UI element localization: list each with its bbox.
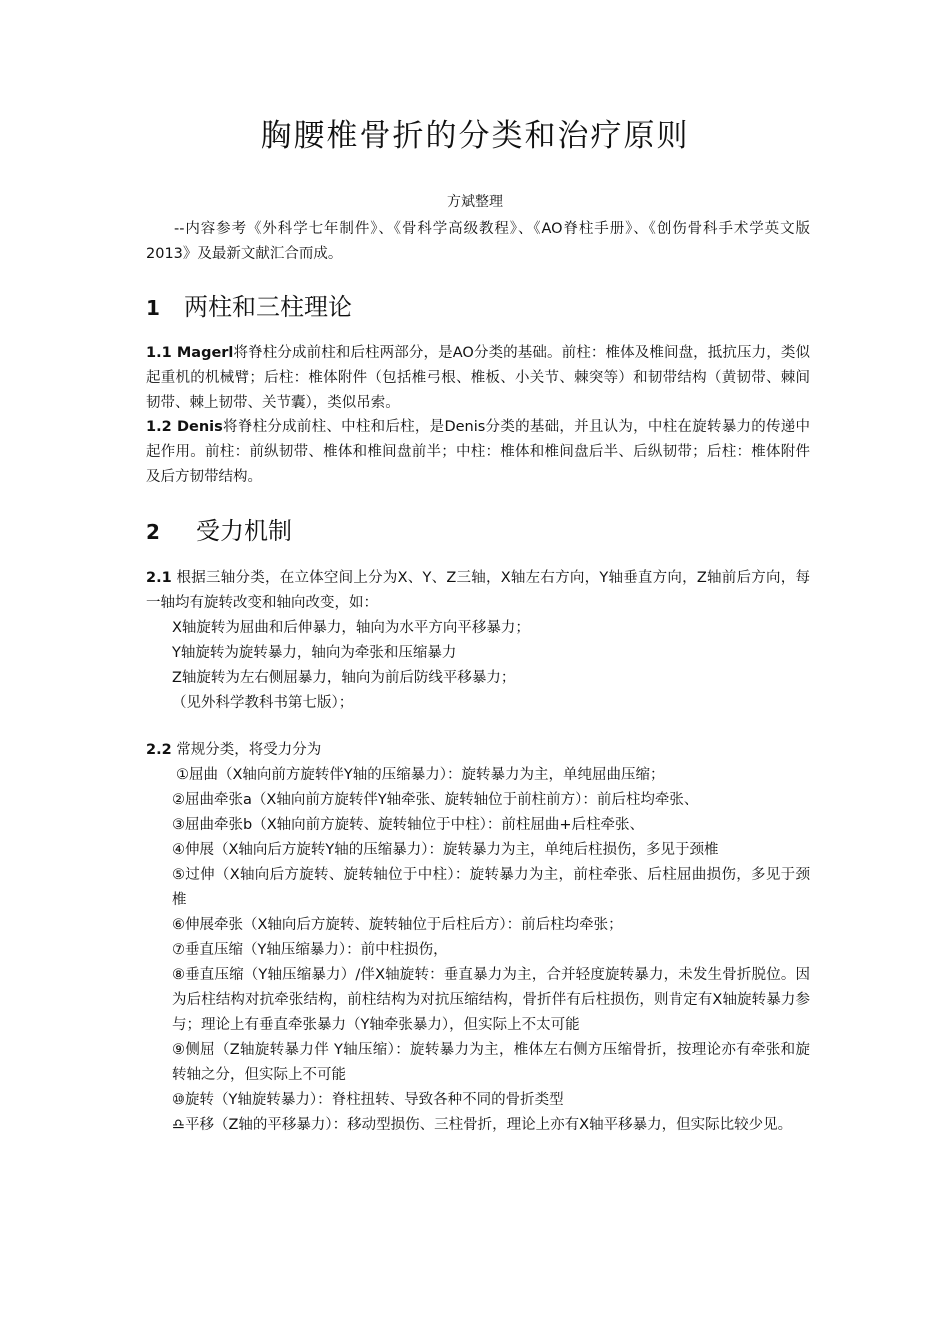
- section-1-number: 1: [146, 296, 160, 320]
- list-item: ⑥伸展牵张（X轴向后方旋转、旋转轴位于后柱后方）：前后柱均牵张；: [172, 917, 623, 933]
- list-item: ⑨侧屈（Z轴旋转暴力伴 Y轴压缩）：旋转暴力为主，椎体左右侧方压缩骨折，按理论亦有牵张和旋转轴之分，但实际上不可能: [172, 1042, 810, 1083]
- paragraph-1-1: [146, 341, 810, 416]
- paragraph-1-1-text: 将脊柱分成前柱和后柱两部分，是AO分类的基础。前柱：椎体及椎间盘，抵抗压力，类似起重机的机械臂；后柱：椎体附件（包括椎弓根、椎板、小关节、棘突等）和韧带结构（黄韧带、棘间韧带、棘上韧带、关节囊），类似吊索。: [146, 345, 810, 411]
- axis-line-source: （见外科学教科书第七版）；: [172, 695, 354, 711]
- paragraph-1-2: [146, 415, 810, 490]
- axis-line-x: X轴旋转为屈曲和后伸暴力，轴向为水平方向平移暴力；: [172, 620, 530, 636]
- paragraph-2-1-text: 根据三轴分类，在立体空间上分为X、Y、Z三轴，X轴左右方向，Y轴垂直方向，Z轴前后方向，每一轴均有旋转改变和轴向改变，如：: [146, 570, 810, 611]
- document-title: 胸腰椎骨折的分类和治疗原则: [260, 118, 690, 154]
- section-2-title: 受力机制: [196, 517, 292, 545]
- paragraph-2-1-label: 2.1: [146, 570, 172, 586]
- list-item: ②屈曲牵张a（X轴向前方旋转伴Y轴牵张、旋转轴位于前柱前方）：前后柱均牵张、: [172, 792, 699, 808]
- paragraph-2-2-label: 2.2: [146, 742, 172, 758]
- paragraph-1-2-text: 将脊柱分成前柱、中柱和后柱，是Denis分类的基础，并且认为，中柱在旋转暴力的传递中起作用。前柱：前纵韧带、椎体和椎间盘前半；中柱：椎体和椎间盘后半、后纵韧带；后柱：椎体附件及后方韧带结构。: [146, 419, 811, 485]
- force-classification-list: [172, 763, 810, 1138]
- author-line: 方斌整理: [447, 194, 503, 210]
- list-item: ♎平移（Z轴的平移暴力）：移动型损伤、三柱骨折，理论上亦有X轴平移暴力，但实际比较少见。: [172, 1117, 793, 1133]
- section-1-heading: [146, 292, 352, 323]
- section-2-number: 2: [146, 520, 160, 544]
- reference-note: --内容参考《外科学七年制件》、《骨科学高级教程》、《AO脊柱手册》、《创伤骨科手术学英文版2013》及最新文献汇合而成。: [146, 221, 810, 262]
- paragraph-1-2-label: 1.2 Denis: [146, 419, 223, 435]
- paragraph-2-2-text: 常规分类，将受力分为: [171, 742, 322, 758]
- list-item: ⑩旋转（Y轴旋转暴力）：脊柱扭转、导致各种不同的骨折类型: [172, 1092, 564, 1108]
- section-2-heading: [146, 516, 292, 547]
- list-item: ①屈曲（X轴向前方旋转伴Y轴的压缩暴力）：旋转暴力为主，单纯屈曲压缩；: [176, 767, 665, 783]
- paragraph-2-2: [146, 738, 321, 763]
- list-item: ⑤过伸（X轴向后方旋转、旋转轴位于中柱）：旋转暴力为主，前柱牵张、后柱屈曲损伤，多见于颈椎: [172, 867, 810, 908]
- list-item: ③屈曲牵张b（X轴向前方旋转、旋转轴位于中柱）：前柱屈曲+后柱牵张、: [172, 817, 645, 833]
- paragraph-1-1-label: 1.1 Magerl: [146, 345, 234, 361]
- list-item: ⑧垂直压缩（Y轴压缩暴力）/伴X轴旋转：垂直暴力为主，合并轻度旋转暴力，未发生骨折脱位。因为后柱结构对抗牵张结构，前柱结构为对抗压缩结构，骨折伴有后柱损伤，则肯定有X轴旋转暴力参与；理论上有垂直牵张暴力（Y轴牵张暴力），但实际上不太可能: [172, 967, 810, 1033]
- section-1-title: 两柱和三柱理论: [184, 293, 352, 321]
- axis-line-z: Z轴旋转为左右侧屈暴力，轴向为前后防线平移暴力；: [172, 670, 516, 686]
- axis-line-y: Y轴旋转为旋转暴力，轴向为牵张和压缩暴力: [172, 645, 457, 661]
- list-item: ⑦垂直压缩（Y轴压缩暴力）：前中柱损伤，: [172, 942, 448, 958]
- paragraph-2-1: [146, 566, 810, 616]
- list-item: ④伸展（X轴向后方旋转Y轴的压缩暴力）：旋转暴力为主，单纯后柱损伤，多见于颈椎: [172, 842, 719, 858]
